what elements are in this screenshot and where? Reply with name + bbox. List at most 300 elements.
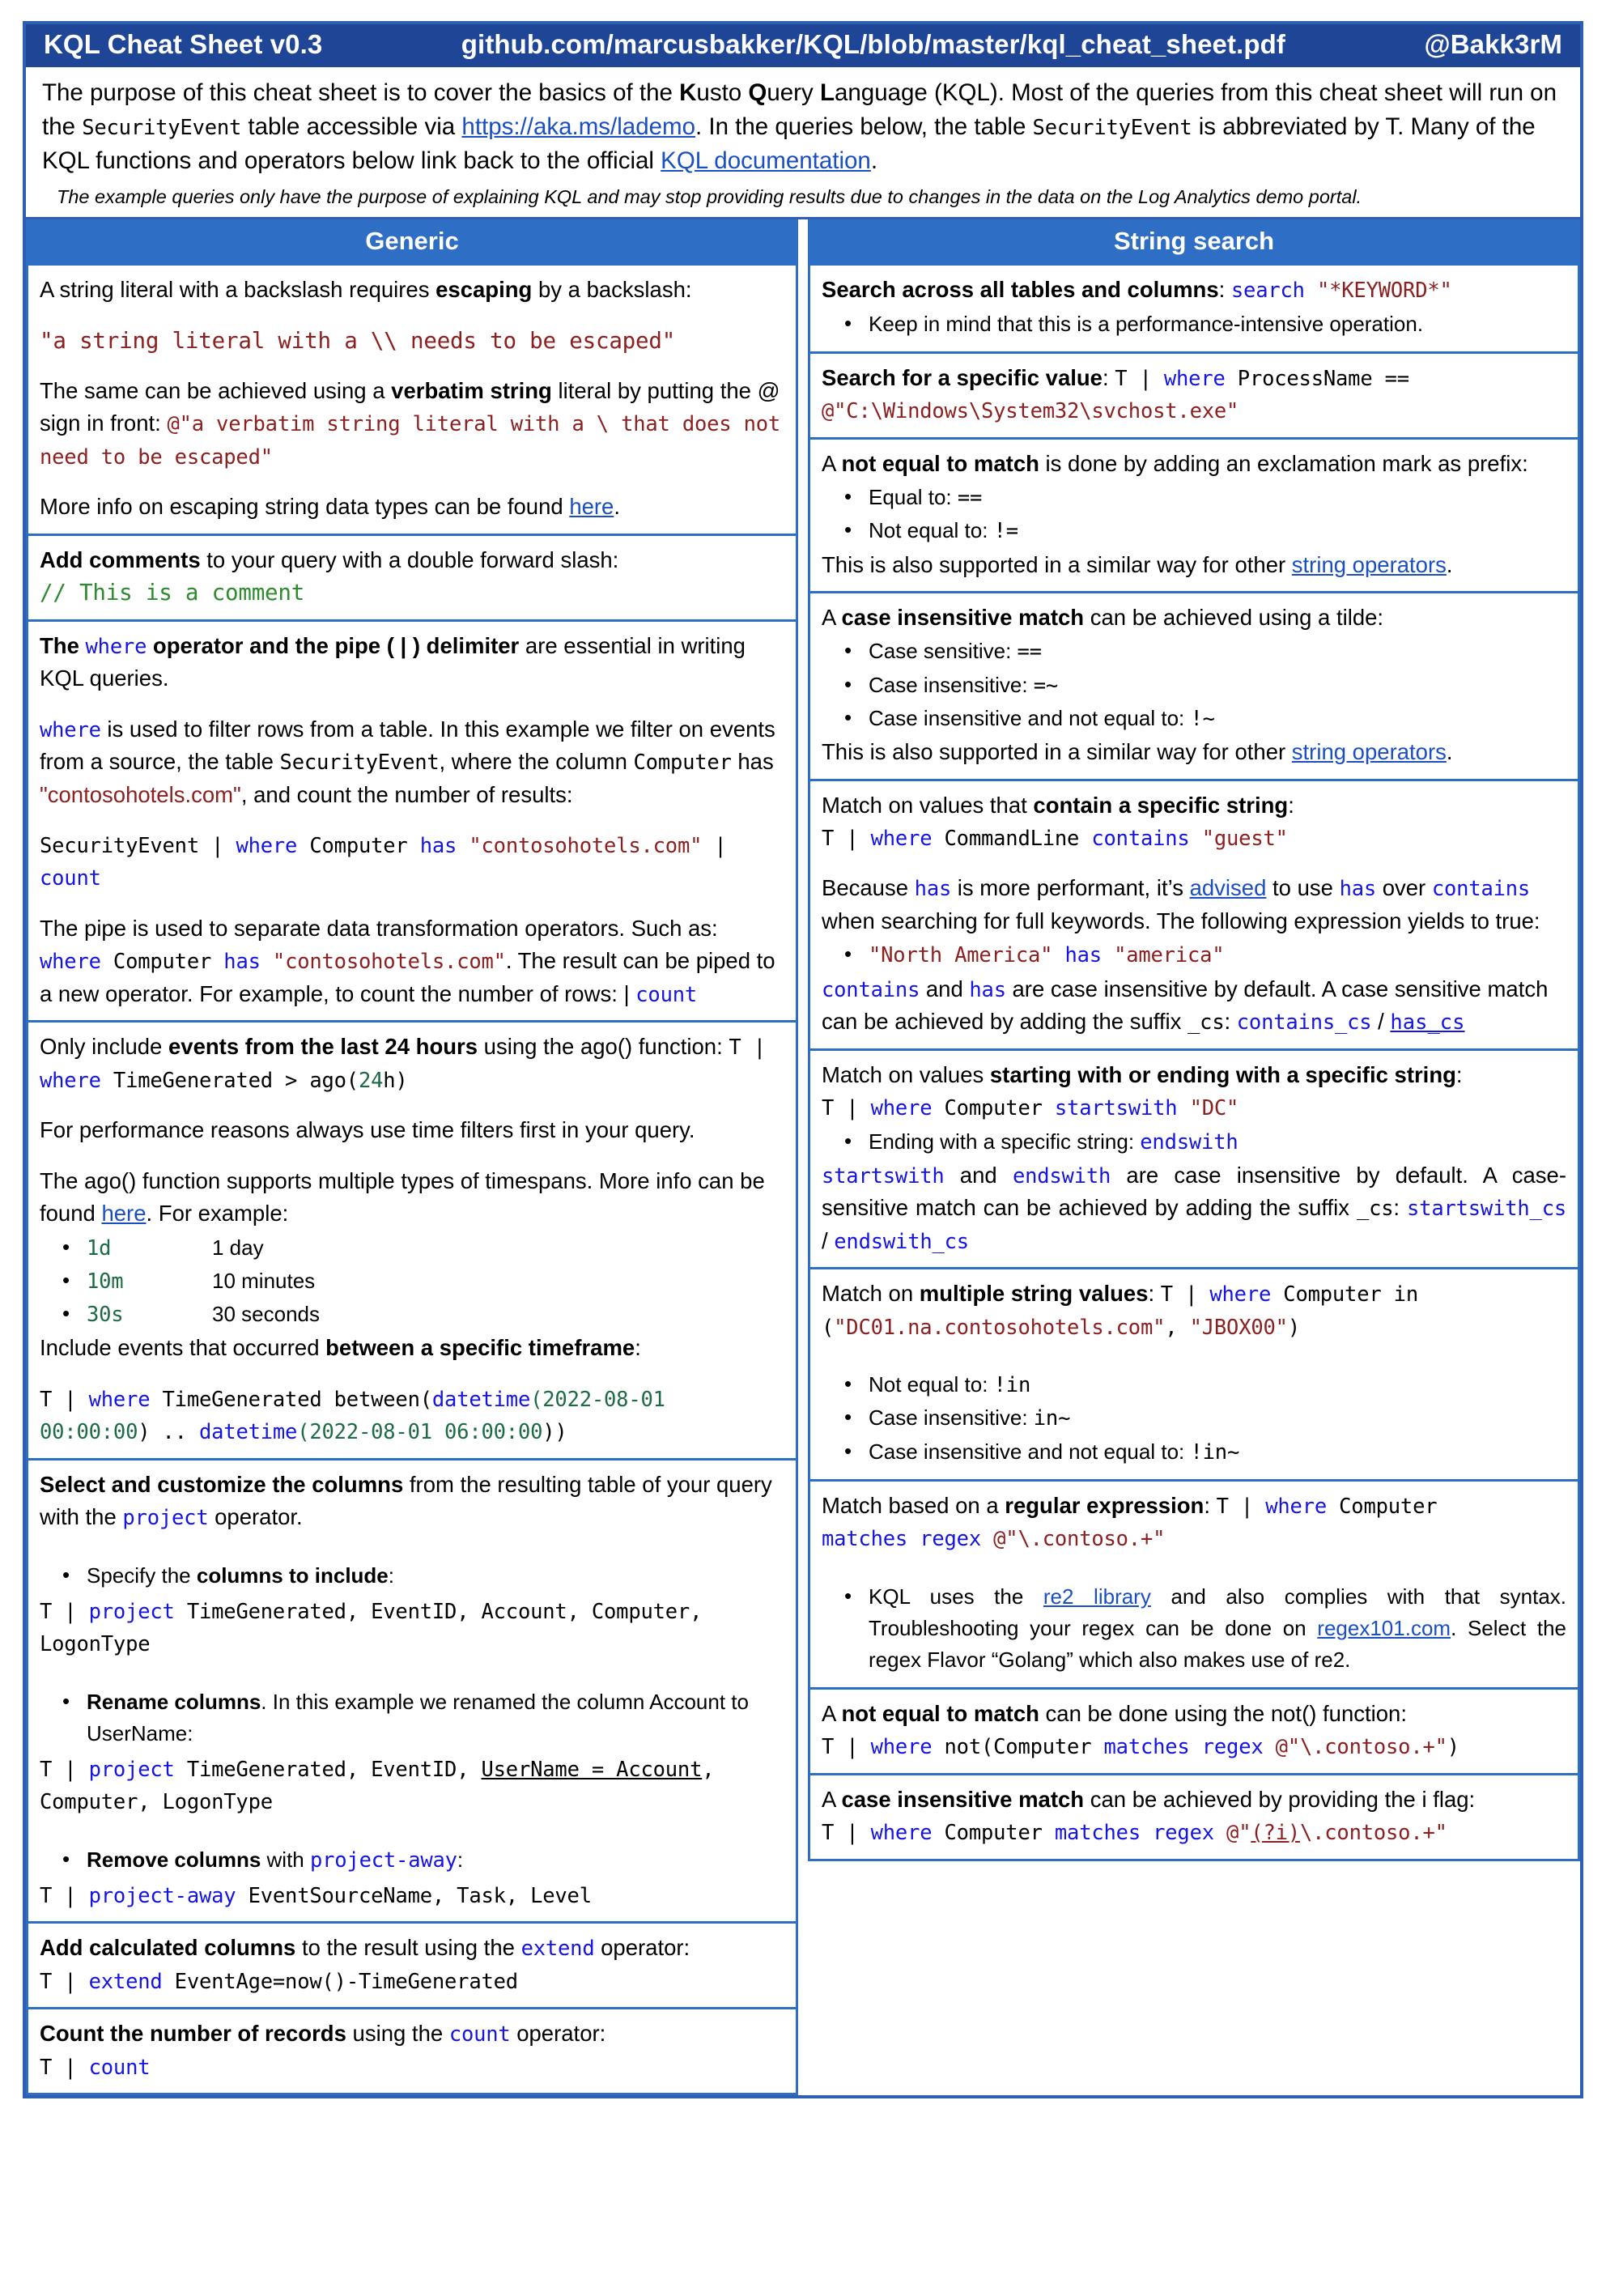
search-value-code-mid: ProcessName ==: [1225, 366, 1409, 391]
list-item: [869, 1436, 1566, 1468]
regex-intro: [822, 1490, 1566, 1522]
case-code-0: ==: [1017, 640, 1042, 665]
advised-link[interactable]: advised: [1189, 875, 1267, 901]
startswith-code-col: Computer: [932, 1096, 1055, 1121]
not-equal-operator-list: [822, 482, 1566, 547]
count-code-keyword: count: [88, 2055, 151, 2080]
ago-here-link[interactable]: here: [101, 1201, 147, 1227]
startswith-cs-note: [822, 1159, 1566, 1257]
between-intro: [40, 1332, 784, 1364]
endswith-note-text: Ending with a specific string:: [869, 1129, 1141, 1154]
escaping-intro: [40, 274, 784, 306]
contains-code-keyword: contains: [1091, 826, 1190, 851]
not-fn-text-1: A: [822, 1700, 842, 1726]
contains-code-t: T |: [822, 826, 871, 851]
between-code-mid-2: ) ..: [138, 1420, 199, 1445]
cs-note-text-1: and: [920, 976, 970, 1001]
case-footer-text-1: This is also supported in a similar way for other: [822, 739, 1292, 765]
between-bold: between a specific timeframe: [325, 1335, 635, 1361]
where-code-line: [40, 829, 784, 895]
where-code-has: has: [419, 833, 457, 858]
multiple-code-string-2: "JBOX00": [1189, 1315, 1288, 1340]
not-fn-code-where: where: [870, 1735, 933, 1760]
case-insensitive-text-1: A: [822, 604, 842, 630]
extend-code-rest: EventAge=now()-TimeGenerated: [162, 1969, 518, 1994]
query-rest: uery: [767, 79, 820, 106]
card-search-all: [808, 266, 1580, 353]
regex-notes-list: [822, 1581, 1566, 1676]
card-case-insensitive: [808, 593, 1580, 781]
iflag-intro: [822, 1784, 1566, 1816]
verbatim-bold: verbatim string: [391, 378, 552, 404]
contains-code-where: where: [870, 826, 933, 851]
multiple-code-sep: ,: [1165, 1315, 1190, 1340]
multiple-intro: [822, 1278, 1566, 1310]
list-item: [869, 515, 1566, 546]
not-equal-label-0: Equal to:: [869, 485, 958, 510]
card-iflag: [808, 1775, 1580, 1861]
ago-performance-note: For performance reasons always use time filters first in your query.: [40, 1117, 695, 1143]
search-all-bold: Search across all tables and columns: [822, 277, 1219, 303]
project-away-keyword: project-away: [309, 1847, 457, 1873]
case-insensitive-footer: [822, 736, 1566, 768]
intro-text-3: table accessible via: [241, 113, 462, 140]
multiple-label-1: Case insensitive:: [869, 1405, 1034, 1431]
where-desc-string: "contosohotels.com": [40, 781, 241, 807]
column-header-string-search: String search: [808, 219, 1580, 266]
iflag-code-flag: (?i): [1251, 1821, 1300, 1846]
where-keyword-2: where: [40, 717, 101, 742]
comments-text: to your query with a double forward slash:: [200, 546, 619, 572]
between-text-2: :: [635, 1335, 641, 1361]
search-value-code-string: @"C:\Windows\System32\svchost.exe": [822, 399, 1239, 424]
startswith-text-1: Match on values: [822, 1061, 990, 1087]
iflag-text-2: can be achieved by providing the i flag:: [1084, 1786, 1476, 1812]
between-code-where: where: [88, 1387, 151, 1412]
project-code-keyword: project: [88, 1599, 175, 1624]
ago-code-where: where: [40, 1068, 101, 1093]
cs-note-text-3: :: [1224, 1009, 1237, 1035]
multiple-label-2: Case insensitive and not equal to:: [869, 1439, 1191, 1464]
pipe-desc-count: count: [635, 982, 698, 1007]
escaping-moreinfo: [40, 491, 784, 523]
regex-note-text-2: and also complies with that syntax. Troubleshooting your regex can be done on: [869, 1584, 1567, 1640]
string-operators-link-1[interactable]: string operators: [1291, 551, 1447, 577]
column-header-generic: Generic: [26, 219, 798, 266]
project-away-bold: Remove columns: [87, 1847, 261, 1872]
has-advice-text-4: over: [1376, 875, 1432, 901]
startswith-code: [822, 1091, 1566, 1124]
language-l: L: [819, 79, 835, 106]
has-cs-link[interactable]: has_cs: [1390, 1010, 1465, 1035]
iflag-code-string-a: @": [1213, 1821, 1251, 1846]
not-fn-bold: not equal to match: [841, 1700, 1039, 1726]
has-example-list: [822, 939, 1566, 971]
page-frame: [23, 21, 1583, 2098]
case-insensitive-operator-list: [822, 636, 1566, 734]
not-equal-code-1: !=: [993, 519, 1018, 544]
has-advice: [822, 872, 1566, 938]
verbatim-text-1: The same can be achieved using a: [40, 378, 392, 404]
sw-note-text-2: are case insensitive by default. A case-sensitive match can be achieved by adding the suffix: [822, 1162, 1566, 1221]
list-item: [87, 1232, 784, 1264]
extend-keyword: extend: [520, 1937, 595, 1962]
multiple-code-2: !in~: [1190, 1439, 1240, 1465]
cs-note-has: has: [969, 977, 1006, 1002]
regex-code-t: T |: [1216, 1494, 1266, 1519]
timespan-label-0: 1 day: [212, 1235, 264, 1260]
cs-note-slash: /: [1371, 1009, 1391, 1035]
multiple-bold: multiple string values: [919, 1281, 1149, 1307]
where-description: [40, 713, 784, 811]
language-rest: anguage: [834, 79, 928, 106]
project-include-list: [40, 1560, 784, 1592]
where-desc-table: SecurityEvent: [279, 750, 440, 776]
source-url[interactable]: github.com/marcusbakker/KQL/blob/master/kql_cheat_sheet.pdf: [461, 29, 1285, 59]
startswith-text-2: :: [1455, 1061, 1463, 1087]
ago-code-col: TimeGenerated > ago(: [100, 1068, 359, 1093]
has-advice-text-5: when searching for full keywords. The following expression yields to true:: [822, 908, 1540, 933]
card-where-pipe: [26, 622, 798, 1023]
column-string-search: [803, 219, 1580, 1861]
case-label-2: Case insensitive and not equal to:: [869, 705, 1191, 730]
extend-intro: [40, 1932, 784, 1964]
where-code-pipe-2: |: [702, 833, 727, 858]
extend-code-keyword: extend: [88, 1969, 163, 1994]
multiple-code-0: !in: [993, 1373, 1031, 1398]
case-code-2: !~: [1190, 706, 1215, 731]
card-escaping: [26, 266, 798, 536]
contains-keyword-inline: contains: [1431, 877, 1531, 902]
not-fn-code: [822, 1730, 1566, 1762]
pipe-desc-1: The pipe is used to separate data transformation operators. Such as:: [40, 915, 718, 941]
count-code-t: T |: [40, 2055, 89, 2080]
startswith-intro: [822, 1059, 1566, 1091]
contains-code-col: CommandLine: [932, 826, 1092, 851]
ago-bold: events from the last 24 hours: [168, 1034, 478, 1060]
project-rename-code-t: T |: [40, 1757, 89, 1782]
intro-text-5: is abbreviated by T. Many of the KQL functions and operators below link back to the official: [42, 113, 1536, 174]
project-rename-list: [40, 1686, 784, 1750]
multiple-text-2: :: [1148, 1281, 1161, 1307]
startswith-cs-keyword: startswith_cs: [1407, 1197, 1566, 1222]
card-extend: [26, 1924, 798, 2009]
not-equal-text-1: A: [822, 450, 842, 476]
startswith-code-t: T |: [822, 1096, 871, 1121]
not-equal-bold: not equal to match: [841, 450, 1039, 476]
search-keyword: search: [1230, 278, 1305, 304]
kql-documentation-link[interactable]: KQL documentation: [661, 147, 871, 174]
not-fn-intro: [822, 1698, 1566, 1730]
timespan-list: [40, 1232, 784, 1331]
extend-text-2: operator:: [594, 1935, 690, 1961]
between-text-1: Include events that occurred: [40, 1335, 326, 1361]
list-item: [869, 1581, 1566, 1676]
search-value-code-where: where: [1163, 366, 1226, 391]
sw-note-text-3: :: [1393, 1195, 1408, 1221]
iflag-code-col: Computer: [932, 1821, 1055, 1846]
regex-code-keyword: matches regex: [822, 1527, 981, 1552]
iflag-code-t: T |: [822, 1821, 871, 1846]
project-away-text-2: :: [457, 1847, 464, 1872]
between-code-mid: TimeGenerated between(: [150, 1387, 432, 1412]
regex-text-2: :: [1204, 1492, 1217, 1518]
endswith-cs-keyword: endswith_cs: [834, 1229, 969, 1254]
project-away-list: [40, 1844, 784, 1876]
card-contains: [808, 781, 1580, 1051]
where-code-pipe: |: [198, 833, 236, 858]
not-fn-text-2: can be done using the not() function:: [1039, 1700, 1407, 1726]
list-item: [87, 1844, 784, 1876]
case-insensitive-intro: [822, 602, 1566, 634]
pipe-desc-2: . The result can be piped to a new operator. For example, to count the number of rows: |: [40, 948, 775, 1006]
timespan-label-1: 10 minutes: [212, 1268, 316, 1293]
contains-text-2: :: [1288, 792, 1294, 818]
list-item: [869, 636, 1566, 667]
cs-suffix-token: _cs: [1188, 1010, 1225, 1035]
has-keyword-2: has: [1339, 877, 1377, 902]
search-value-code-t: T |: [1115, 366, 1164, 391]
extend-code-t: T |: [40, 1969, 89, 1994]
ago-code-t: T |: [729, 1035, 766, 1061]
where-desc-3: has: [731, 749, 774, 775]
list-item: [87, 1265, 784, 1297]
card-project: [26, 1461, 798, 1924]
search-value-bold: Search for a specific value: [822, 364, 1103, 390]
sw-note-text-1: and: [944, 1162, 1013, 1188]
author-handle[interactable]: @Bakk3rM: [1424, 29, 1562, 59]
escaping-period: .: [614, 494, 620, 520]
not-equal-footer-text-1: This is also supported in a similar way for other: [822, 551, 1292, 577]
escaping-here-link[interactable]: here: [569, 494, 614, 520]
between-code-value-2: (2022-08-01 06:00:00: [297, 1420, 543, 1445]
lademo-link[interactable]: https://aka.ms/lademo: [461, 113, 695, 140]
has-example-string-2: "america": [1114, 943, 1225, 968]
endswith-note-list: [822, 1126, 1566, 1158]
project-include-bold: columns to include: [196, 1563, 389, 1588]
ago-code-end: h): [383, 1068, 408, 1093]
project-text-2: operator.: [208, 1504, 303, 1530]
intro-disclaimer-note: The example queries only have the purpose of explaining KQL and may stop providing results due to changes in the data on the Log Analytics demo portal.: [57, 185, 1362, 207]
regex-code-col: Computer: [1327, 1494, 1438, 1519]
not-fn-code-t: T |: [822, 1735, 871, 1760]
cs-suffix-note: [822, 973, 1566, 1039]
comments-bold: Add comments: [40, 546, 201, 572]
has-example-operator: has: [1052, 943, 1115, 968]
string-operators-link-2[interactable]: string operators: [1291, 739, 1447, 765]
card-multiple-values: [808, 1269, 1580, 1482]
iflag-bold: case insensitive match: [841, 1786, 1085, 1812]
count-code: [40, 2051, 784, 2083]
between-code-line: [40, 1383, 784, 1448]
startswith-code-where: where: [870, 1096, 933, 1121]
list-item: [869, 1126, 1566, 1158]
multiple-text-1: Match on: [822, 1281, 920, 1307]
not-equal-code-0: ==: [957, 486, 983, 511]
project-away-code-keyword: project-away: [88, 1883, 236, 1908]
kusto-rest: usto: [696, 79, 749, 106]
escaping-bold: escaping: [435, 277, 533, 303]
project-keyword: project: [122, 1506, 209, 1531]
card-regex: [808, 1482, 1580, 1690]
ago-timespans-text-2: . For example:: [146, 1201, 289, 1227]
regex-note-text-3: . Select the regex Flavor “Golang” which also makes use of re2.: [869, 1615, 1566, 1672]
not-fn-code-mid: not(Computer: [932, 1735, 1104, 1760]
escaping-text-1: A string literal with a backslash requires: [40, 277, 436, 303]
regex101-link[interactable]: regex101.com: [1317, 1615, 1451, 1640]
list-item: [869, 482, 1566, 513]
where-code-count: count: [40, 866, 101, 891]
title-bar: [26, 24, 1580, 67]
count-text-2: operator:: [510, 2021, 606, 2047]
project-rename-code-rest: , Computer, LogonType: [40, 1757, 715, 1815]
pipe-desc-where: where: [40, 950, 101, 975]
timespan-code-1: 10m: [87, 1269, 124, 1294]
endswith-keyword: endswith: [1140, 1129, 1238, 1154]
not-equal-intro: [822, 448, 1566, 480]
list-item: [869, 1369, 1566, 1401]
columns-container: [26, 219, 1580, 2095]
extend-code: [40, 1965, 784, 1997]
regex-code-line-2: [822, 1522, 1566, 1554]
where-desc-2: , where the column: [439, 749, 634, 775]
kusto-k: K: [679, 79, 697, 106]
multiple-code-close: ): [1287, 1315, 1300, 1340]
search-all-notes: [822, 308, 1566, 340]
count-intro: [40, 2018, 784, 2050]
pipe-description: [40, 912, 784, 1010]
verbatim-intro: [40, 375, 784, 473]
not-fn-code-string: @"\.contoso.+": [1263, 1735, 1447, 1760]
sw-note-startswith: startswith: [822, 1163, 945, 1188]
project-code-columns: TimeGenerated, EventID, Account, Computer, LogonType: [40, 1599, 703, 1657]
regex-bold: regular expression: [1005, 1492, 1204, 1518]
card-not-equal: [808, 440, 1580, 593]
escaping-moreinfo-text: More info on escaping string data types can be found: [40, 494, 570, 520]
contains-code-string: "guest": [1189, 826, 1288, 851]
ago-text-1: Only include: [40, 1034, 168, 1060]
list-item: [869, 670, 1566, 701]
card-comments: [26, 536, 798, 622]
project-rename-code-alias: UserName = Account: [481, 1757, 703, 1782]
multiple-code-line-2: [822, 1311, 1566, 1343]
project-rename-code-mid: TimeGenerated, EventID,: [174, 1757, 482, 1782]
between-code-t: T |: [40, 1387, 89, 1412]
startswith-code-keyword: startswith: [1054, 1096, 1178, 1121]
card-startswith-endswith: [808, 1051, 1580, 1270]
case-code-1: =~: [1033, 673, 1059, 698]
case-insensitive-text-2: can be achieved using a tilde:: [1084, 604, 1384, 630]
intro-text-1: The purpose of this cheat sheet is to cover the basics of the: [42, 79, 680, 106]
ago-timespans-text-1: The ago() function supports multiple types of timespans. More info can be found: [40, 1167, 765, 1227]
project-intro: [40, 1469, 784, 1534]
where-code-keyword: where: [236, 833, 298, 858]
where-pipe-text-3: are essential in writing KQL queries.: [40, 632, 746, 691]
pipe-desc-string: "contosohotels.com": [260, 950, 506, 975]
intro-paragraph: [42, 76, 1564, 178]
count-bold: Count the number of records: [40, 2021, 346, 2047]
search-all-intro: [822, 274, 1566, 306]
list-item: [87, 1560, 784, 1592]
ago-code-number: 24: [358, 1068, 384, 1093]
sw-note-slash: /: [822, 1227, 835, 1253]
multiple-code-string-1: "DC01.na.contosohotels.com": [834, 1315, 1166, 1340]
iflag-code-keyword: matches regex: [1054, 1821, 1214, 1846]
multiple-code-t: T |: [1160, 1282, 1210, 1307]
list-item: [869, 1402, 1566, 1434]
verbatim-code-sample: @"a verbatim string literal with a \ that does not need to be escaped": [40, 412, 781, 470]
has-advice-text-2: is more performant, it’s: [951, 875, 1190, 901]
contains-bold: contain a specific string: [1033, 792, 1289, 818]
not-fn-code-end: ): [1447, 1735, 1459, 1760]
count-keyword: count: [448, 2022, 511, 2047]
not-equal-footer-text-2: .: [1446, 551, 1453, 577]
project-away-code-rest: EventSourceName, Task, Level: [236, 1883, 592, 1908]
project-code-t: T |: [40, 1599, 89, 1624]
not-equal-label-1: Not equal to:: [869, 518, 994, 543]
contains-cs-keyword: contains_cs: [1236, 1010, 1372, 1035]
ago-text-2: using the ago() function:: [478, 1034, 729, 1060]
search-value-intro: [822, 362, 1566, 427]
multiple-operator-list: [822, 1369, 1566, 1468]
escaping-text-2: by a backslash:: [532, 277, 692, 303]
where-pipe-text-2: operator and the pipe ( | ) delimiter: [147, 632, 520, 658]
timespan-code-2: 30s: [87, 1303, 124, 1328]
list-item: [87, 1299, 784, 1330]
project-bold: Select and customize the columns: [40, 1471, 404, 1497]
sheet-title: KQL Cheat Sheet v0.3: [44, 29, 323, 59]
case-insensitive-bold: case insensitive match: [841, 604, 1085, 630]
intro-text-4: . In the queries below, the table: [695, 113, 1033, 140]
between-code-value-1: (2022-08-01 00:00:00: [40, 1387, 665, 1445]
escaping-code-sample: "a string literal with a \\ needs to be escaped": [40, 327, 676, 354]
where-desc-1: is used to filter rows from a table. In this example we filter on events from a source, the table: [40, 716, 775, 775]
project-away-code: [40, 1879, 784, 1911]
project-away-text-1: with: [261, 1847, 310, 1872]
iflag-code: [822, 1816, 1566, 1848]
regex-text-1: Match based on a: [822, 1492, 1005, 1518]
intro-block: [26, 67, 1580, 219]
project-rename-bold: Rename columns: [87, 1689, 261, 1714]
contains-code: [822, 822, 1566, 854]
pipe-desc-column: Computer: [100, 950, 224, 975]
multiple-code-where: where: [1209, 1282, 1272, 1307]
list-item: • Keep in mind that this is a performance-intensive operation.: [869, 308, 1566, 340]
startswith-bold: starting with or ending with a specific string: [989, 1061, 1456, 1087]
sw-note-endswith: endswith: [1012, 1163, 1111, 1188]
card-count: [26, 2009, 798, 2095]
project-text-1: from the resulting table of your query with the: [40, 1471, 772, 1530]
iflag-code-where: where: [870, 1821, 933, 1846]
where-pipe-title: [40, 630, 784, 695]
card-time-filters: [26, 1023, 798, 1460]
contains-intro: [822, 789, 1566, 822]
sw-cs-suffix-token: _cs: [1356, 1197, 1394, 1222]
has-example-string-1: "North America": [869, 943, 1053, 968]
verbatim-text-2: literal by putting the @ sign in front:: [40, 378, 780, 436]
cs-note-text-2: are case insensitive by default. A case sensitive match can be achieved by adding the suffix: [822, 976, 1549, 1035]
between-code-datetime-1: datetime: [431, 1387, 531, 1412]
where-desc-column: Computer: [633, 750, 732, 776]
re2-library-link[interactable]: re2 library: [1043, 1584, 1151, 1609]
timespan-label-2: 30 seconds: [212, 1302, 320, 1327]
pipe-desc-has: has: [223, 950, 261, 975]
not-equal-text-2: is done by adding an exclamation mark as prefix:: [1039, 450, 1528, 476]
where-keyword-inline: where: [85, 634, 147, 659]
not-equal-footer: [822, 549, 1566, 581]
search-all-colon: :: [1218, 277, 1231, 303]
count-text-1: using the: [346, 2021, 449, 2047]
